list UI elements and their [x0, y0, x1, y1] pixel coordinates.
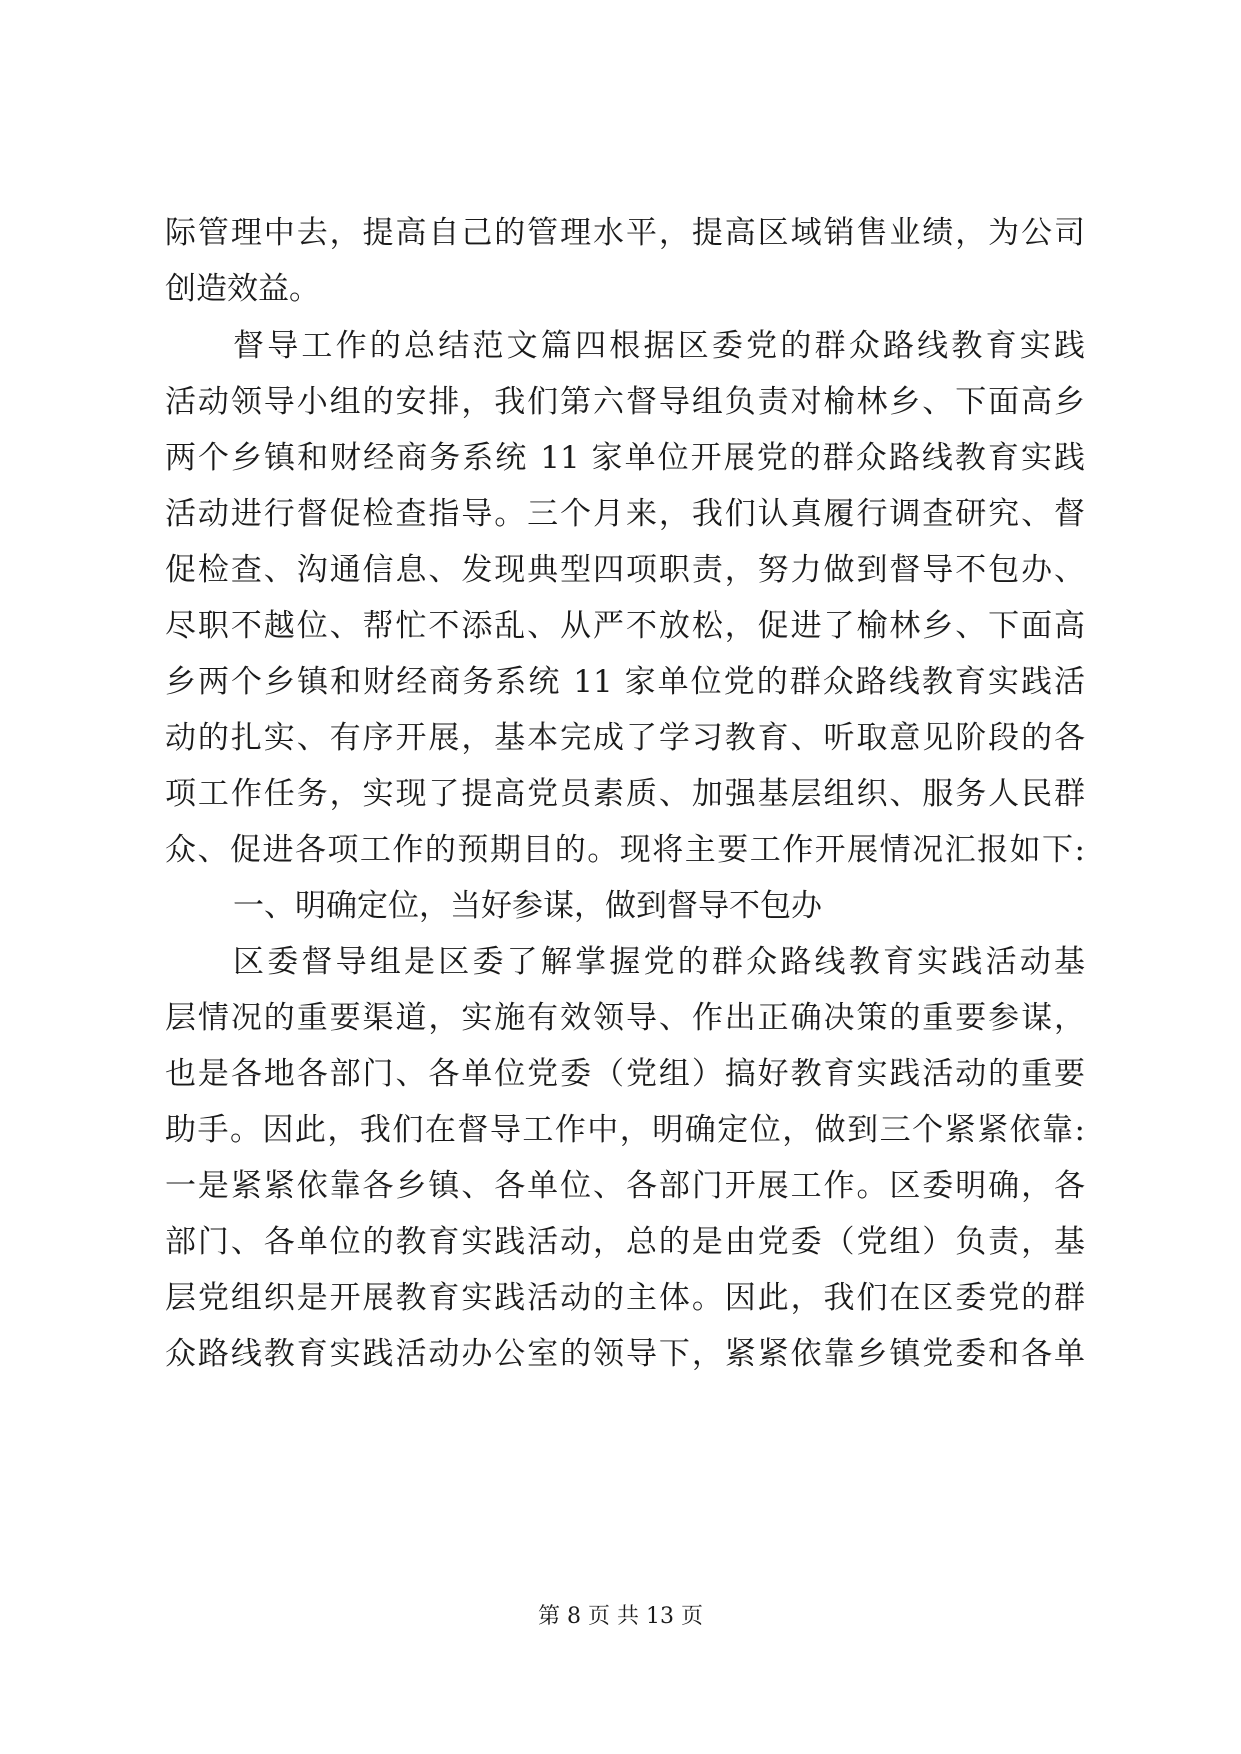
paragraph-line-18: 一是紧紧依靠各乡镇、各单位、各部门开展工作。区委明确，各: [165, 1168, 1085, 1204]
paragraph-line-14: 区委督导组是区委了解掌握党的群众路线教育实践活动基: [233, 944, 1085, 980]
paragraph-line-1: 际管理中去，提高自己的管理水平，提高区域销售业绩，为公司: [165, 215, 1085, 251]
paragraph-line-20: 层党组织是开展教育实践活动的主体。因此，我们在区委党的群: [165, 1280, 1085, 1316]
paragraph-line-5: 两个乡镇和财经商务系统 11 家单位开展党的群众路线教育实践: [165, 440, 1085, 476]
paragraph-line-15: 层情况的重要渠道，实施有效领导、作出正确决策的重要参谋，: [165, 1000, 1085, 1036]
section-heading: 一、明确定位，当好参谋，做到督导不包办: [233, 888, 822, 924]
paragraph-line-2: 创造效益。: [165, 271, 320, 307]
paragraph-line-21: 众路线教育实践活动办公室的领导下，紧紧依靠乡镇党委和各单: [165, 1336, 1085, 1372]
paragraph-line-3: 督导工作的总结范文篇四根据区委党的群众路线教育实践: [233, 328, 1085, 364]
paragraph-line-7: 促检查、沟通信息、发现典型四项职责，努力做到督导不包办、: [165, 552, 1085, 588]
paragraph-line-8: 尽职不越位、帮忙不添乱、从严不放松，促进了榆林乡、下面高: [165, 608, 1085, 644]
paragraph-line-10: 动的扎实、有序开展，基本完成了学习教育、听取意见阶段的各: [165, 720, 1085, 756]
paragraph-line-17: 助手。因此，我们在督导工作中，明确定位，做到三个紧紧依靠:: [165, 1112, 1085, 1148]
paragraph-line-9: 乡两个乡镇和财经商务系统 11 家单位党的群众路线教育实践活: [165, 664, 1085, 700]
page-footer: 第 8 页 共 13 页: [538, 1604, 703, 1629]
paragraph-line-11: 项工作任务，实现了提高党员素质、加强基层组织、服务人民群: [165, 776, 1085, 812]
paragraph-line-16: 也是各地各部门、各单位党委（党组）搞好教育实践活动的重要: [165, 1056, 1085, 1092]
paragraph-line-19: 部门、各单位的教育实践活动，总的是由党委（党组）负责，基: [165, 1224, 1085, 1260]
paragraph-line-6: 活动进行督促检查指导。三个月来，我们认真履行调查研究、督: [165, 496, 1085, 532]
paragraph-line-4: 活动领导小组的安排，我们第六督导组负责对榆林乡、下面高乡: [165, 384, 1085, 420]
paragraph-line-12: 众、促进各项工作的预期目的。现将主要工作开展情况汇报如下:: [165, 832, 1085, 868]
